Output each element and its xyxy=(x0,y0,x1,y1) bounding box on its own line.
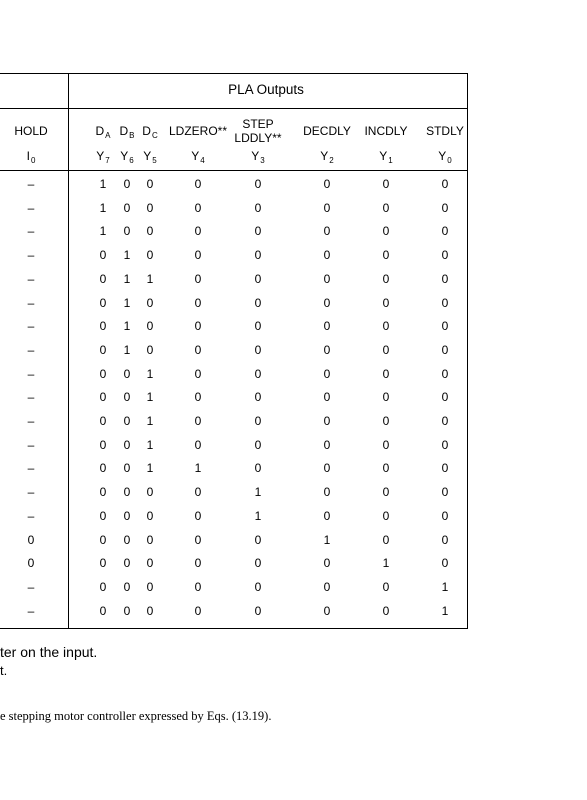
cell-y4: 0 xyxy=(194,414,202,428)
cell-y7: 0 xyxy=(99,342,107,357)
cell-y5: 0 xyxy=(146,177,154,191)
cell-y1: 0 xyxy=(382,366,390,381)
cell-y0: 0 xyxy=(441,485,449,500)
cell-y2: 0 xyxy=(323,556,331,571)
cell-y6: 0 xyxy=(123,603,131,618)
cell-y5: 0 xyxy=(146,295,154,310)
table-row xyxy=(0,224,587,247)
cell-y2: 0 xyxy=(323,366,331,381)
cell-y1: 0 xyxy=(382,461,390,476)
table-top-border xyxy=(0,73,468,74)
cell-y2: 0 xyxy=(323,200,331,215)
cell-y7: 0 xyxy=(99,603,107,618)
cell-y7: 1 xyxy=(99,177,107,191)
table-row xyxy=(0,556,587,579)
cell-y3: 0 xyxy=(254,532,262,547)
cell-y0: 0 xyxy=(441,508,449,523)
cell-y7: 0 xyxy=(99,556,107,571)
cell-y2: 0 xyxy=(323,437,331,452)
table-row xyxy=(0,319,587,342)
cell-y5: 1 xyxy=(146,390,154,405)
cell-y7: 1 xyxy=(99,224,107,239)
cell-y2: 0 xyxy=(323,508,331,523)
cell-y1: 0 xyxy=(382,579,390,594)
cell-hold: 0 xyxy=(27,532,35,547)
cell-y4: 0 xyxy=(194,485,202,500)
cell-y4: 0 xyxy=(194,508,202,523)
cell-y5: 1 xyxy=(146,414,154,428)
cell-y7: 0 xyxy=(99,579,107,594)
cell-y4: 0 xyxy=(194,556,202,571)
cell-y4: 0 xyxy=(194,271,202,286)
cell-y5: 0 xyxy=(146,342,154,357)
cell-y5: 1 xyxy=(146,366,154,381)
cell-y3: 0 xyxy=(254,177,262,191)
cell-y2: 0 xyxy=(323,295,331,310)
cell-y3: 0 xyxy=(254,461,262,476)
cell-y7: 0 xyxy=(99,366,107,381)
cell-y3: 0 xyxy=(254,556,262,571)
cell-y6: 1 xyxy=(123,271,131,286)
header-y7-symbol: $Y_7$ xyxy=(96,149,110,165)
table-row xyxy=(0,438,587,461)
cell-y1: 0 xyxy=(382,414,390,428)
cell-y0: 1 xyxy=(441,579,449,594)
cell-y0: 0 xyxy=(441,271,449,286)
cell-y1: 0 xyxy=(382,508,390,523)
cell-y6: 0 xyxy=(123,437,131,452)
table-row xyxy=(0,580,587,603)
cell-y0: 0 xyxy=(441,414,449,428)
cell-y5: 0 xyxy=(146,319,154,334)
header-stdly: STDLY xyxy=(426,124,464,138)
cell-y1: 0 xyxy=(382,319,390,334)
cell-y3: 0 xyxy=(254,271,262,286)
cell-y5: 0 xyxy=(146,532,154,547)
cell-y6: 0 xyxy=(123,200,131,215)
cell-y4: 0 xyxy=(194,366,202,381)
cell-y3: 0 xyxy=(254,414,262,428)
cell-y6: 0 xyxy=(123,556,131,571)
cell-y6: 0 xyxy=(123,224,131,239)
table-row xyxy=(0,461,587,484)
table-row xyxy=(0,485,587,508)
cell-y4: 0 xyxy=(194,295,202,310)
cell-y3: 0 xyxy=(254,437,262,452)
cell-y6: 0 xyxy=(123,461,131,476)
cell-y7: 0 xyxy=(99,295,107,310)
cell-y0: 0 xyxy=(441,177,449,191)
pla-outputs-header: PLA Outputs xyxy=(228,82,304,97)
cell-y0: 0 xyxy=(441,224,449,239)
cell-y6: 0 xyxy=(123,390,131,405)
cell-y6: 0 xyxy=(123,414,131,428)
table-row xyxy=(0,343,587,366)
table-row xyxy=(0,604,587,627)
cell-y4: 0 xyxy=(194,437,202,452)
table-row xyxy=(0,390,587,413)
header-da: $D_A$ xyxy=(95,124,111,140)
cell-y7: 0 xyxy=(99,319,107,334)
cell-hold: – xyxy=(27,390,35,405)
cell-hold: 0 xyxy=(27,556,35,571)
cell-y6: 1 xyxy=(123,342,131,357)
cell-y2: 1 xyxy=(323,532,331,547)
cell-y5: 0 xyxy=(146,603,154,618)
header-ldzero: LDZERO** xyxy=(168,124,228,138)
cell-y2: 0 xyxy=(323,603,331,618)
header-decdly: DECDLY xyxy=(303,124,351,138)
table-row xyxy=(0,296,587,319)
cell-y7: 0 xyxy=(99,271,107,286)
header-y1-symbol: $Y_1$ xyxy=(379,149,393,165)
header-y3-symbol: $Y_3$ xyxy=(251,149,265,165)
cell-y6: 0 xyxy=(123,366,131,381)
cell-y5: 0 xyxy=(146,248,154,263)
cell-y5: 0 xyxy=(146,556,154,571)
cell-y5: 1 xyxy=(146,437,154,452)
cell-hold: – xyxy=(27,295,35,310)
cell-hold: – xyxy=(27,342,35,357)
cell-hold: – xyxy=(27,579,35,594)
table-row xyxy=(0,248,587,271)
cell-y0: 0 xyxy=(441,532,449,547)
cell-y5: 1 xyxy=(146,461,154,476)
cell-y7: 0 xyxy=(99,508,107,523)
cell-y3: 1 xyxy=(254,508,262,523)
cell-y3: 0 xyxy=(254,248,262,263)
header-hold-symbol: $I_0$ xyxy=(26,149,36,165)
cell-y3: 0 xyxy=(254,579,262,594)
table-row xyxy=(0,367,587,390)
cell-y6: 0 xyxy=(123,532,131,547)
cell-y2: 0 xyxy=(323,224,331,239)
header-y2-symbol: $Y_2$ xyxy=(320,149,334,165)
cell-y4: 0 xyxy=(194,532,202,547)
cell-y2: 0 xyxy=(323,342,331,357)
header-y0-symbol: $Y_0$ xyxy=(438,149,452,165)
cell-y1: 0 xyxy=(382,224,390,239)
cell-y4: 0 xyxy=(194,319,202,334)
cell-y2: 0 xyxy=(323,271,331,286)
cell-y1: 0 xyxy=(382,200,390,215)
header-hold: HOLD xyxy=(14,124,48,138)
cell-y5: 0 xyxy=(146,200,154,215)
footnote-line-1: ter on the input. xyxy=(0,644,98,660)
cell-y0: 0 xyxy=(441,390,449,405)
cell-y6: 1 xyxy=(123,295,131,310)
cell-hold: – xyxy=(27,603,35,618)
cell-y2: 0 xyxy=(323,319,331,334)
cell-y2: 0 xyxy=(323,414,331,428)
header-db: $D_B$ xyxy=(119,124,135,140)
cell-y2: 0 xyxy=(323,579,331,594)
table-row xyxy=(0,533,587,556)
cell-y3: 0 xyxy=(254,319,262,334)
cell-y3: 1 xyxy=(254,485,262,500)
cell-y6: 0 xyxy=(123,508,131,523)
cell-hold: – xyxy=(27,437,35,452)
table-row xyxy=(0,509,587,532)
cell-y1: 0 xyxy=(382,603,390,618)
cell-y6: 0 xyxy=(123,485,131,500)
cell-y6: 1 xyxy=(123,319,131,334)
cell-y7: 0 xyxy=(99,485,107,500)
cell-hold: – xyxy=(27,319,35,334)
cell-y4: 0 xyxy=(194,200,202,215)
header-lddly: LDDLY** xyxy=(234,131,282,145)
cell-y3: 0 xyxy=(254,295,262,310)
cell-y1: 0 xyxy=(382,248,390,263)
cell-y1: 0 xyxy=(382,437,390,452)
footnote-line-2: t. xyxy=(0,663,8,678)
header-y5-symbol: $Y_5$ xyxy=(143,149,157,165)
cell-hold: – xyxy=(27,414,35,428)
cell-hold: – xyxy=(27,508,35,523)
table-row xyxy=(0,272,587,295)
cell-y0: 0 xyxy=(441,200,449,215)
cell-y0: 0 xyxy=(441,319,449,334)
header-y4-symbol: $Y_4$ xyxy=(191,149,205,165)
cell-y1: 0 xyxy=(382,485,390,500)
cell-y3: 0 xyxy=(254,366,262,381)
cell-y7: 0 xyxy=(99,461,107,476)
cell-y6: 0 xyxy=(123,177,131,191)
cell-y0: 0 xyxy=(441,366,449,381)
cell-y3: 0 xyxy=(254,603,262,618)
cell-y3: 0 xyxy=(254,224,262,239)
cell-y0: 1 xyxy=(441,603,449,618)
cell-y4: 1 xyxy=(194,461,202,476)
cell-y1: 0 xyxy=(382,177,390,191)
cell-hold: – xyxy=(27,366,35,381)
cell-y0: 0 xyxy=(441,556,449,571)
cell-y7: 1 xyxy=(99,200,107,215)
cell-y7: 0 xyxy=(99,390,107,405)
table-row xyxy=(0,414,587,437)
cell-y4: 0 xyxy=(194,579,202,594)
cell-hold: – xyxy=(27,177,35,191)
cell-y0: 0 xyxy=(441,461,449,476)
cell-y5: 0 xyxy=(146,224,154,239)
cell-y4: 0 xyxy=(194,224,202,239)
cell-y2: 0 xyxy=(323,390,331,405)
cell-y2: 0 xyxy=(323,485,331,500)
cell-hold: – xyxy=(27,200,35,215)
cell-hold: – xyxy=(27,224,35,239)
cell-y3: 0 xyxy=(254,200,262,215)
cell-y3: 0 xyxy=(254,390,262,405)
cell-y4: 0 xyxy=(194,390,202,405)
cell-y1: 0 xyxy=(382,390,390,405)
cell-y0: 0 xyxy=(441,437,449,452)
cell-hold: – xyxy=(27,461,35,476)
cell-hold: – xyxy=(27,485,35,500)
header-y6-symbol: $Y_6$ xyxy=(120,149,134,165)
table-bottom-border xyxy=(0,628,468,629)
cell-y0: 0 xyxy=(441,295,449,310)
table-caption: e stepping motor controller expressed by Eqs. (13.19). xyxy=(0,709,272,723)
header-step: STEP xyxy=(242,117,274,131)
cell-y4: 0 xyxy=(194,603,202,618)
header-bottom-border xyxy=(0,170,468,171)
cell-y6: 1 xyxy=(123,248,131,263)
cell-y4: 0 xyxy=(194,342,202,357)
cell-y2: 0 xyxy=(323,177,331,191)
cell-y7: 0 xyxy=(99,414,107,428)
cell-hold: – xyxy=(27,271,35,286)
cell-y5: 0 xyxy=(146,485,154,500)
cell-y0: 0 xyxy=(441,248,449,263)
cell-y1: 0 xyxy=(382,532,390,547)
table-row xyxy=(0,201,587,224)
cell-y2: 0 xyxy=(323,461,331,476)
cell-y3: 0 xyxy=(254,342,262,357)
cell-y1: 0 xyxy=(382,295,390,310)
cell-y1: 0 xyxy=(382,271,390,286)
cell-y4: 0 xyxy=(194,248,202,263)
cell-y5: 1 xyxy=(146,271,154,286)
header-incdly: INCDLY xyxy=(364,124,408,138)
cell-y7: 0 xyxy=(99,532,107,547)
cell-y0: 0 xyxy=(441,342,449,357)
cell-y1: 1 xyxy=(382,556,390,571)
cell-y6: 0 xyxy=(123,579,131,594)
group-header-divider xyxy=(0,108,468,109)
cell-y7: 0 xyxy=(99,437,107,452)
cell-y7: 0 xyxy=(99,248,107,263)
cell-y5: 0 xyxy=(146,579,154,594)
cell-y1: 0 xyxy=(382,342,390,357)
table-row xyxy=(0,177,587,200)
header-dc: $D_C$ xyxy=(142,124,158,140)
cell-y5: 0 xyxy=(146,508,154,523)
cell-y2: 0 xyxy=(323,248,331,263)
cell-hold: – xyxy=(27,248,35,263)
cell-y4: 0 xyxy=(194,177,202,191)
